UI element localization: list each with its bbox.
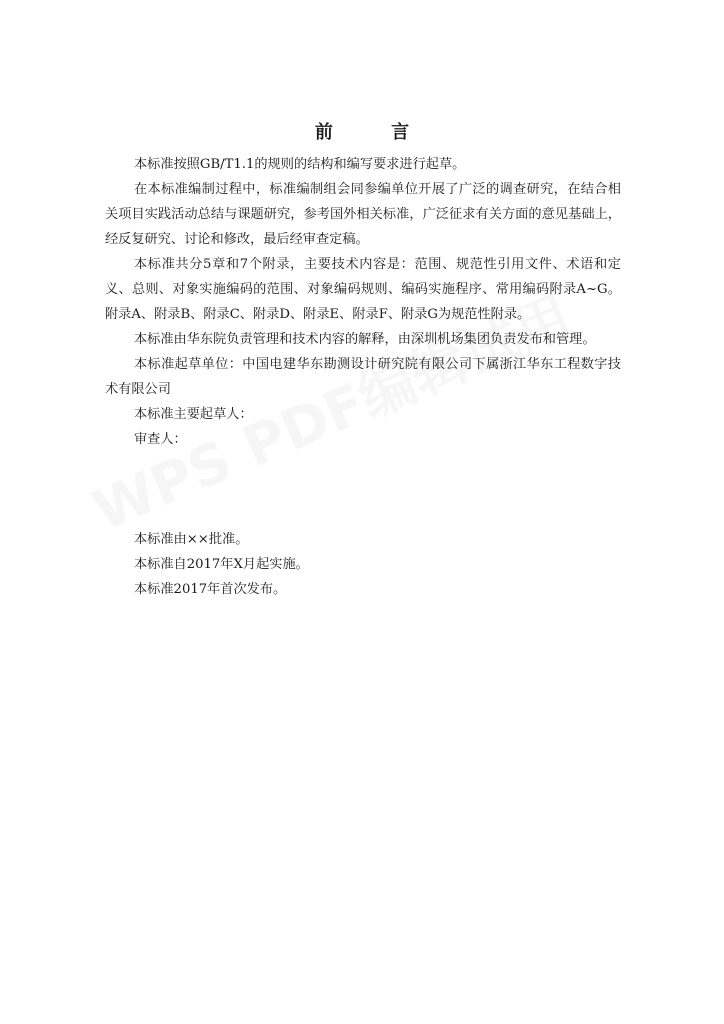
page-title: 前 言 <box>314 122 436 143</box>
paragraph-management: 本标准由华东院负责管理和技术内容的解释，由深圳机场集团负责发布和管理。 <box>134 332 596 347</box>
paragraph-reviewers: 审查人： <box>134 432 187 447</box>
paragraph-approval: 本标准由××批准。 <box>134 532 249 547</box>
paragraph-main-drafters: 本标准主要起草人： <box>134 407 253 422</box>
blank-space <box>105 452 621 527</box>
paragraph-drafting-unit: 本标准起草单位：中国电建华东勘测设计研究院有限公司下属浙江华东工程数字技术有限公司 <box>105 357 621 397</box>
paragraph-drafting-basis: 本标准按照GB/T1.1的规则的结构和编写要求进行起草。 <box>134 157 466 172</box>
document-body <box>105 152 621 602</box>
paragraph-contents: 本标准共分5章和7个附录，主要技术内容是：范围、规范性引用文件、术语和定义、总则、对象实施编码的范围、对象编码规则、编码实施程序、常用编码附录A~G。附录A、附录B、附录C、附录D、附录E、附录F、附录G为规范性附录。 <box>105 257 621 322</box>
paragraph-first-release: 本标准2017年首次发布。 <box>134 582 287 597</box>
paragraph-effective-date: 本标准自2017年X月起实施。 <box>134 557 309 572</box>
paragraph-compilation-process: 在本标准编制过程中，标准编制组会同参编单位开展了广泛的调查研究，在结合相关项目实践活动总结与课题研究，参考国外相关标准，广泛征求有关方面的意见基础上，经反复研究、讨论和修改，最后经审查定稿。 <box>105 182 621 247</box>
